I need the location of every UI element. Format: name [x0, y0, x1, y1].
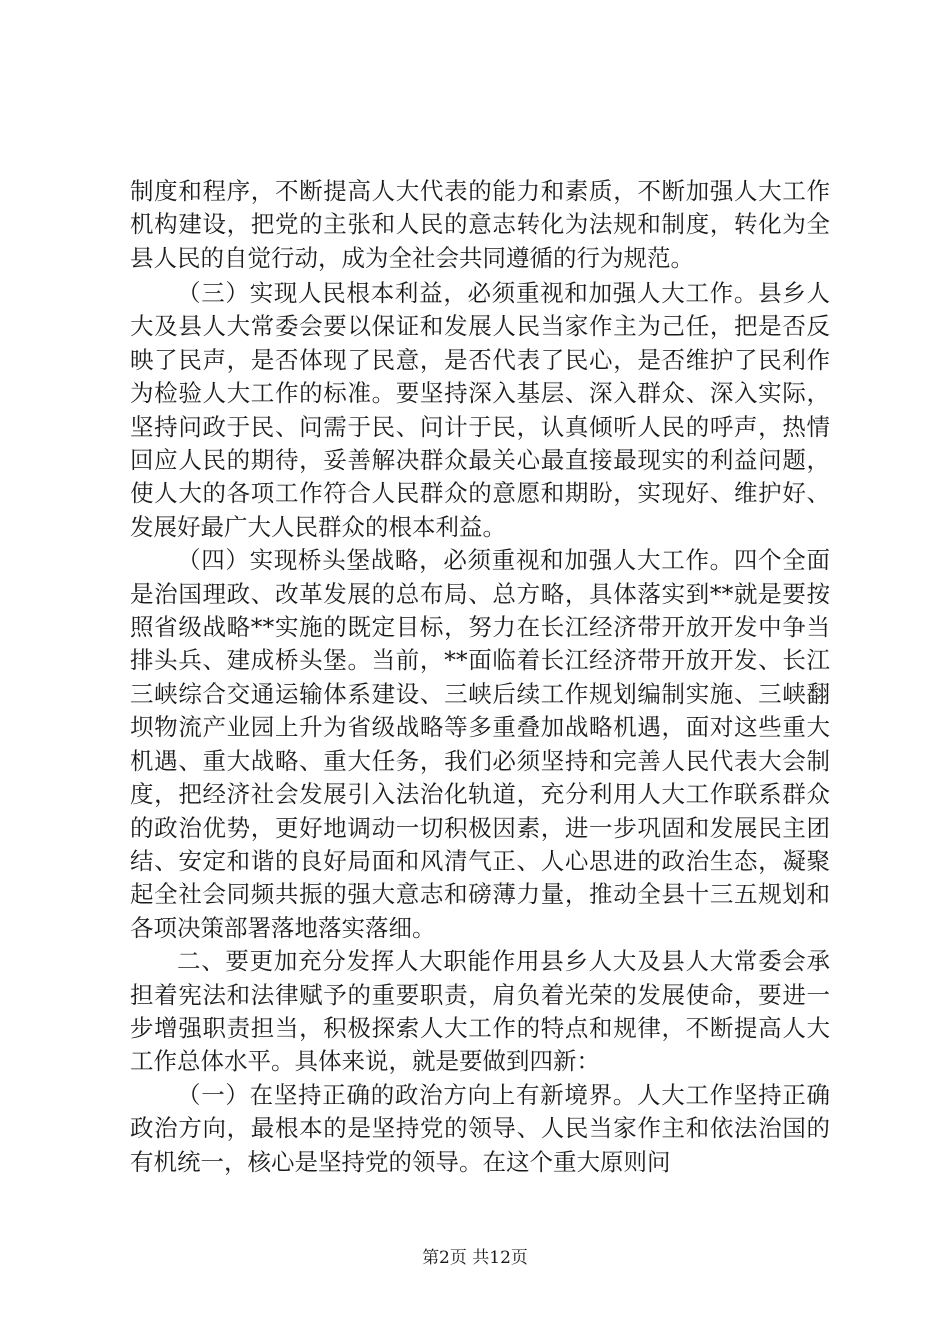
paragraph-section-three: （三）实现人民根本利益，必须重视和加强人大工作。县乡人大及县人大常委会要以保证和发展人民当家作主为己任，把是否反映了民声，是否体现了民意，是否代表了民心，是否维护了民利作为检验人大工作的标准。要坚持深入基层、深入群众、深入实际，坚持问政于民、问需于民、问计于民，认真倾听人民的呼声，热情回应人民的期待，妥善解决群众最关心最直接最现实的利益问题，使人大的各项工作符合人民群众的意愿和期盼，实现好、维护好、发展好最广大人民群众的根本利益。	[130, 279, 830, 541]
text-block-main	[130, 277, 830, 1179]
page-number: 第2页 共12页	[422, 1248, 528, 1268]
paragraph-continuation: 制度和程序，不断提高人大代表的能力和素质，不断加强人大工作机构建设，把党的主张和人民的意志转化为法规和制度，转化为全县人民的自觉行动，成为全社会共同遵循的行为规范。	[130, 177, 830, 272]
paragraph-section-four: （四）实现桥头堡战略，必须重视和加强人大工作。四个全面是治国理政、改革发展的总布局、总方略，具体落实到**就是要按照省级战略**实施的既定目标，努力在长江经济带开放开发中争当排头兵、建成桥头堡。当前，**面临着长江经济带开放开发、长江三峡综合交通运输体系建设、三峡后续工作规划编制实施、三峡翻坝物流产业园上升为省级战略等多重叠加战略机遇，面对这些重大机遇、重大战略、重大任务，我们必须坚持和完善人民代表大会制度，把经济社会发展引入法治化轨道，充分利用人大工作联系群众的政治优势，更好地调动一切积极因素，进一步巩固和发展民主团结、安定和谐的良好局面和风清气正、人心思进的政治生态，凝聚起全社会同频共振的强大意志和磅薄力量，推动全县十三五规划和各项决策部署落地落实落细。	[130, 546, 830, 942]
text-block-top	[130, 175, 830, 275]
paragraph-part-two-heading: 二、要更加充分发挥人大职能作用县乡人大及县人大常委会承担着宪法和法律赋予的重要职责，肩负着光荣的发展使命，要进一步增强职责担当，积极探索人大工作的特点和规律，不断提高人大工作总体水平。具体来说，就是要做到四新：	[130, 947, 830, 1076]
paragraph-subsection-one: （一）在坚持正确的政治方向上有新境界。人大工作坚持正确政治方向，最根本的是坚持党的领导、人民当家作主和依法治国的有机统一，核心是坚持党的领导。在这个重大原则问	[130, 1080, 830, 1176]
page-footer	[0, 1243, 950, 1268]
